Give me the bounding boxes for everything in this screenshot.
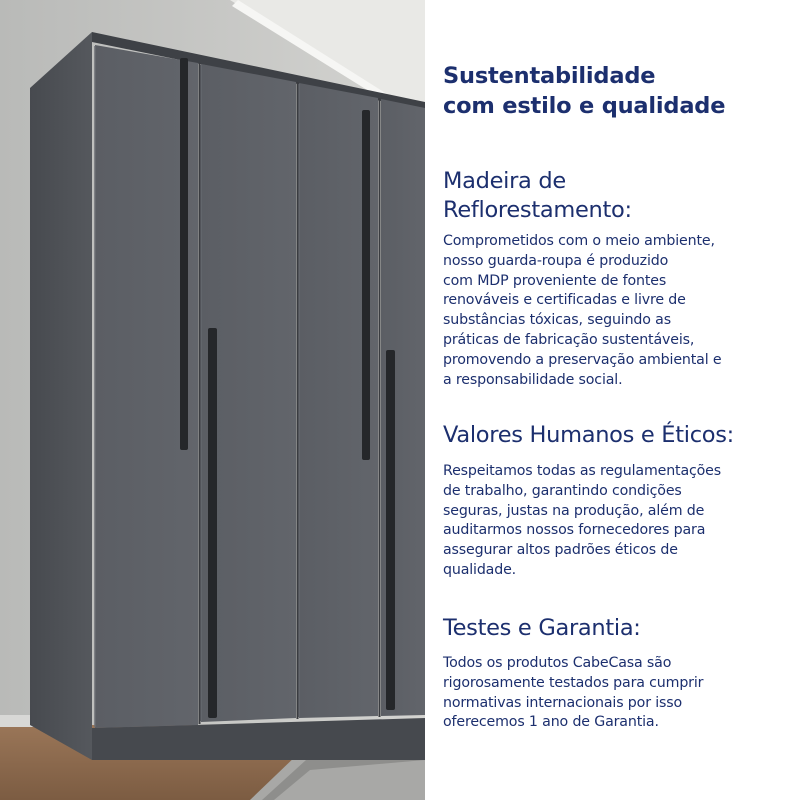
section-body-line: seguras, justas na produção, além de	[443, 502, 705, 519]
headline	[443, 61, 788, 121]
section-human-values	[443, 421, 788, 581]
section-body-line: assegurar altos padrões éticos de	[443, 542, 678, 559]
section-body-line: Comprometidos com o meio ambiente,	[443, 233, 715, 249]
section-body-line: auditarmos nossos fornecedores para	[443, 522, 706, 539]
headline-line: com estilo e qualidade	[443, 93, 726, 119]
section-tests-warranty	[443, 614, 788, 733]
handle	[208, 328, 217, 718]
section-body-line: Respeitamos todas as regulamentações	[443, 463, 721, 479]
section-body-line: de trabalho, garantindo condições	[443, 482, 682, 499]
section-title-line: Valores Humanos e Éticos:	[443, 422, 734, 448]
section-body-line: rigorosamente testados para cumprir	[443, 674, 704, 691]
section-title-line: Reflorestamento:	[443, 197, 632, 223]
section-body-line: substâncias tóxicas, seguindo as	[443, 312, 671, 329]
section-body-line: renováveis e certificadas e livre de	[443, 292, 686, 309]
info-panel	[425, 0, 800, 800]
section-body-line: com MDP proveniente de fontes	[443, 272, 667, 289]
section-reforestation	[443, 167, 788, 390]
section-body-line: Todos os produtos CabeCasa são	[443, 655, 672, 671]
handle	[362, 110, 370, 460]
section-body-line: oferecemos 1 ano de Garantia.	[443, 714, 659, 731]
section-body-line: promovendo a preservação ambiental e	[443, 351, 722, 368]
handle	[180, 58, 188, 450]
section-body-line: práticas de fabricação sustentáveis,	[443, 331, 695, 348]
section-title-line: Madeira de	[443, 168, 566, 194]
handle	[386, 350, 395, 710]
headline-line: Sustentabilidade	[443, 63, 656, 89]
wardrobe-side	[30, 32, 92, 760]
section-title-line: Testes e Garantia:	[443, 615, 641, 641]
section-body-line: nosso guarda-roupa é produzido	[443, 252, 669, 269]
section-body-line: a responsabilidade social.	[443, 371, 623, 388]
section-body-line: qualidade.	[443, 561, 517, 578]
section-body-line: normativas internacionais por isso	[443, 694, 683, 711]
